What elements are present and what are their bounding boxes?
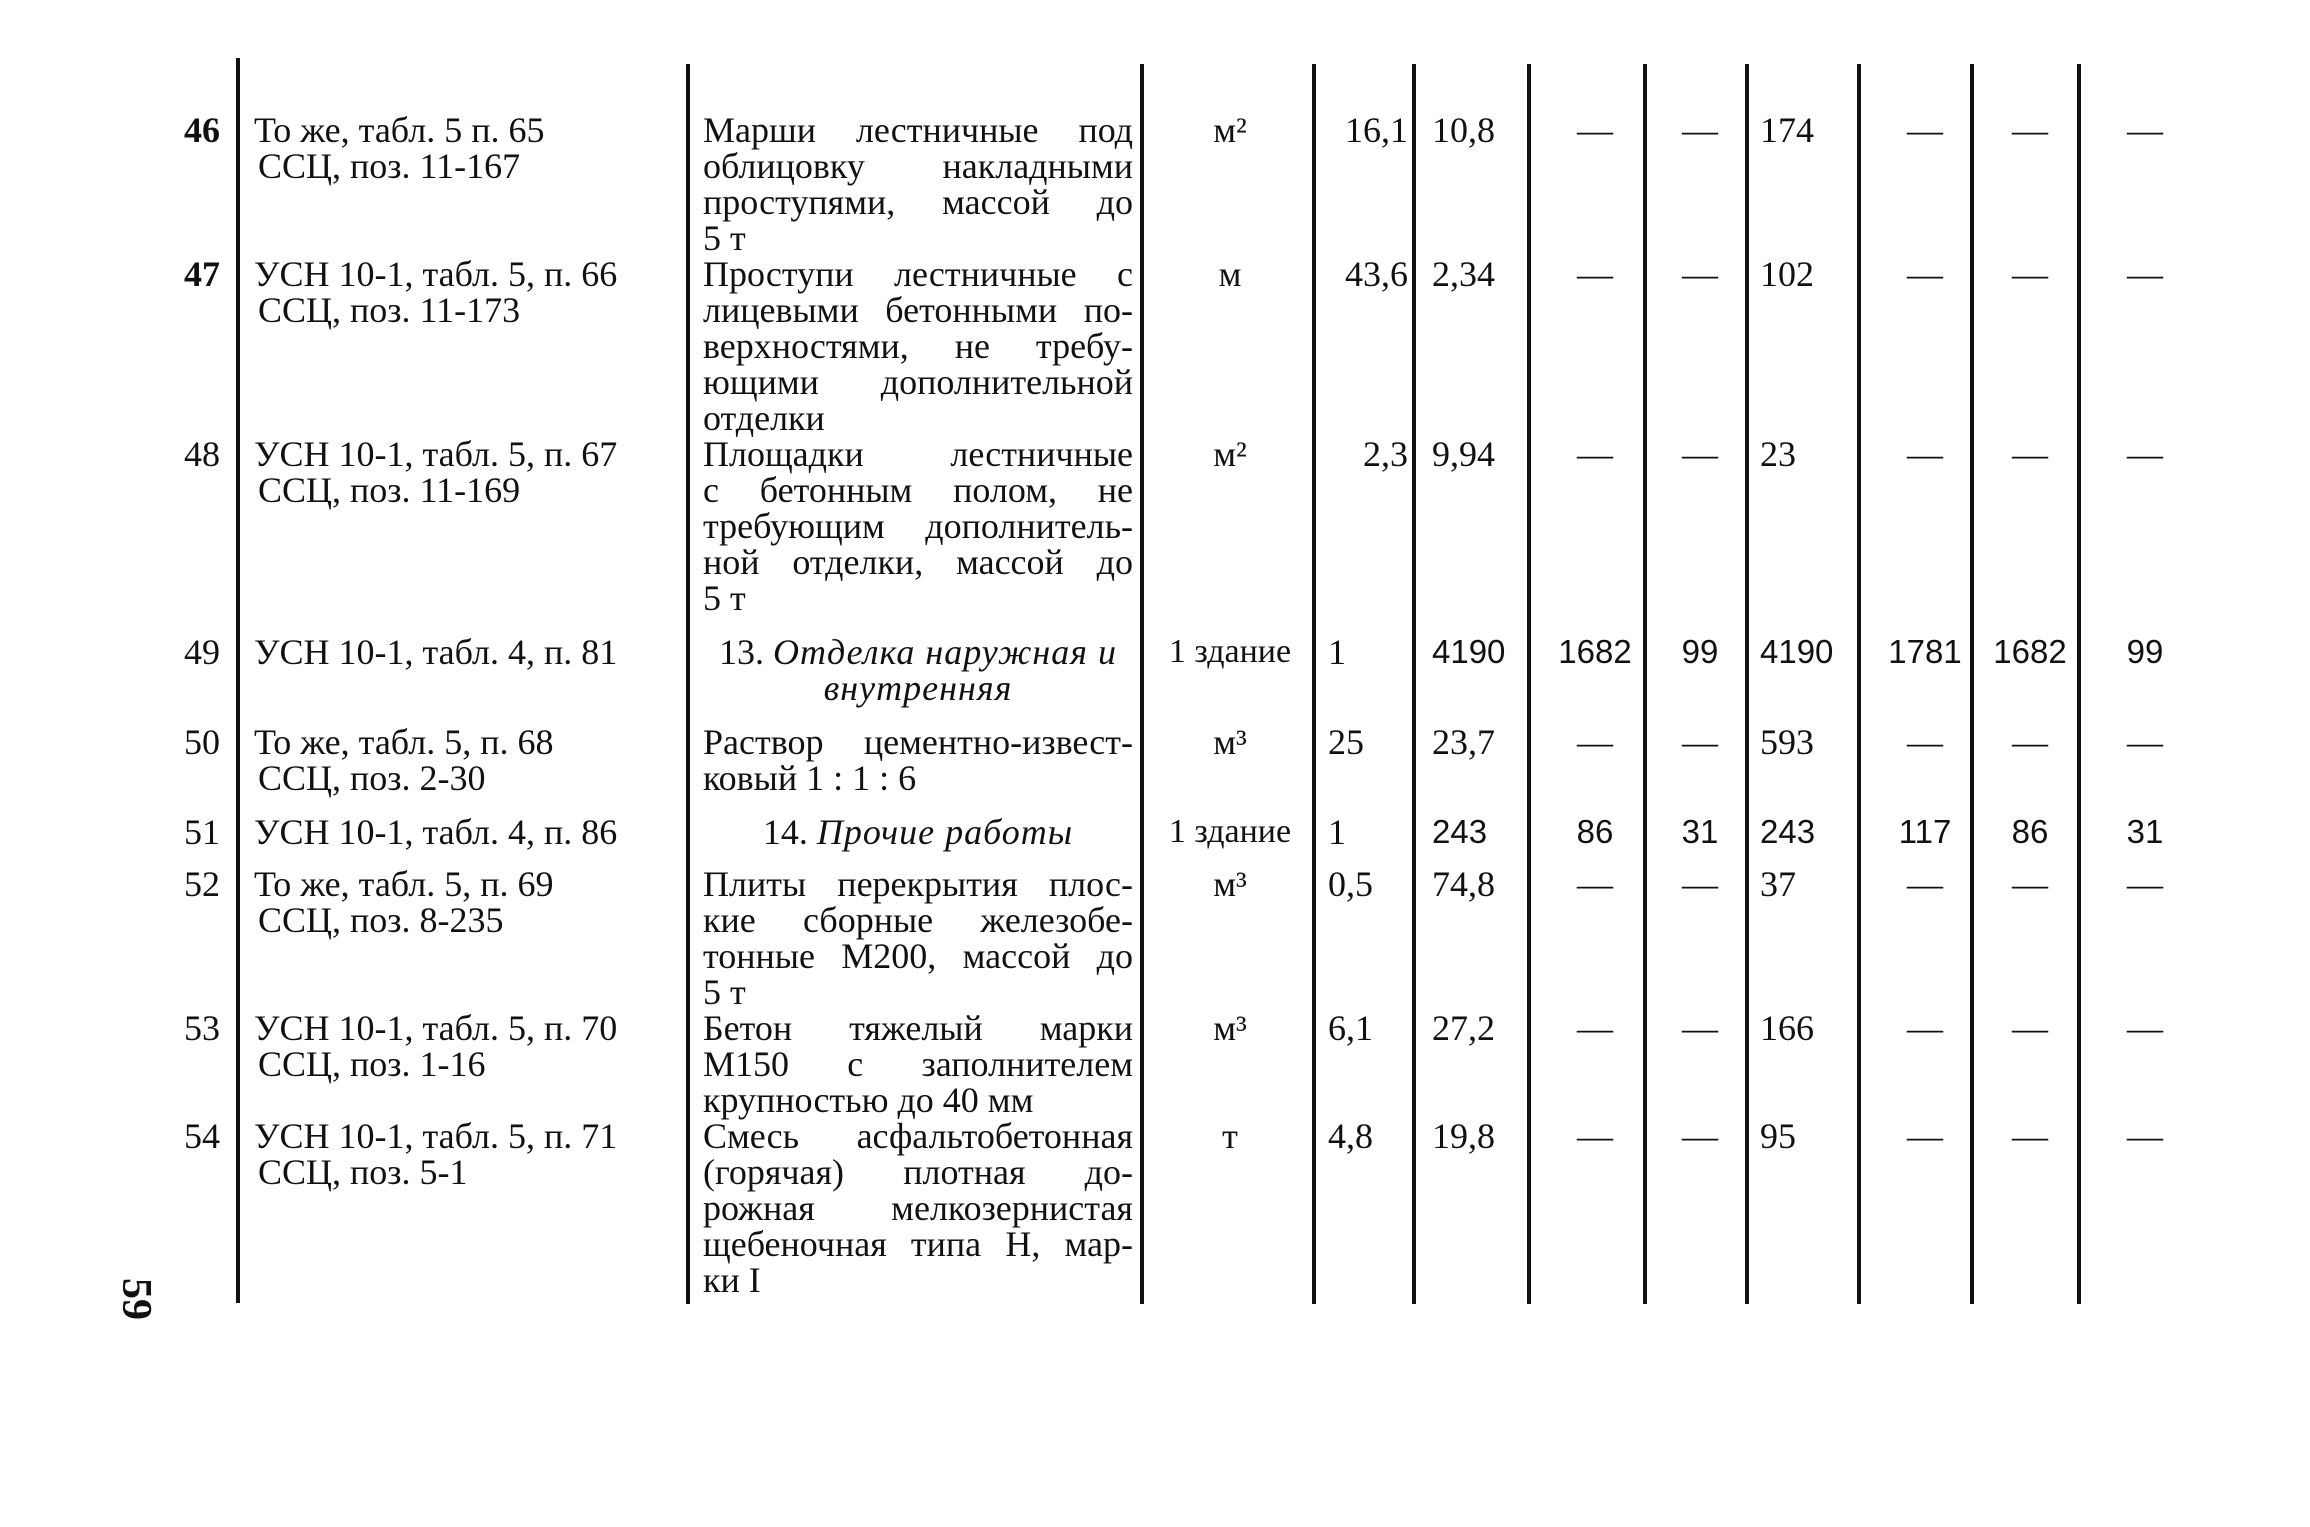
value-cell: —	[1577, 1008, 1613, 1048]
value-cell: —	[1682, 1008, 1718, 1048]
value-cell: 99	[2126, 633, 2164, 670]
price-cell: 74,8	[1432, 864, 1495, 904]
reference-cell	[254, 436, 684, 508]
reference-cell	[254, 112, 684, 184]
value-cell: —	[2127, 434, 2163, 474]
reference-line: ССЦ, поз. 2-30	[258, 758, 486, 798]
price-cell: 4190	[1432, 633, 1506, 670]
column-rule	[236, 58, 240, 1303]
value-cell: 86	[1576, 813, 1614, 850]
value-cell: —	[2012, 1008, 2048, 1048]
description-line: 5 т	[703, 218, 746, 258]
value-cell: 174	[1760, 110, 1814, 150]
value-cell: —	[1907, 722, 1943, 762]
row-number: 54	[184, 1116, 220, 1156]
value-cell: —	[2127, 722, 2163, 762]
value-cell: 37	[1760, 864, 1796, 904]
price-cell: 19,8	[1432, 1116, 1495, 1156]
price-cell: 23,7	[1432, 722, 1495, 762]
description-line: с бетонным полом, не	[703, 470, 1133, 510]
value-cell: —	[1907, 110, 1943, 150]
value-cell: —	[1577, 254, 1613, 294]
reference-line: УСН 10-1, табл. 5, п. 67	[254, 434, 618, 474]
value-cell: —	[1907, 434, 1943, 474]
value-cell: —	[1682, 1116, 1718, 1156]
value-cell: —	[2012, 864, 2048, 904]
value-cell: —	[1682, 110, 1718, 150]
value-cell: —	[1682, 254, 1718, 294]
column-rule	[1412, 64, 1416, 1304]
description-line: Площадки лестничные	[703, 434, 1133, 474]
description-line: ющими дополнительной	[703, 362, 1133, 402]
reference-line: УСН 10-1, табл. 4, п. 86	[254, 812, 618, 852]
section-title: Отделка наружная и	[773, 632, 1117, 672]
section-title: внутренняя	[823, 668, 1013, 708]
price-cell: 243	[1432, 813, 1488, 850]
reference-cell	[254, 634, 684, 670]
reference-line: То же, табл. 5 п. 65	[254, 110, 545, 150]
value-cell: 117	[1898, 813, 1952, 850]
reference-line: ССЦ, поз. 1-16	[258, 1044, 486, 1084]
row-number: 53	[184, 1008, 220, 1048]
price-cell: 2,34	[1432, 254, 1495, 294]
value-cell: —	[2012, 434, 2048, 474]
column-rule	[1312, 64, 1316, 1304]
description-line: кие сборные железобе-	[703, 900, 1133, 940]
value-cell: 102	[1760, 254, 1814, 294]
description-line: Бетон тяжелый марки	[703, 1008, 1133, 1048]
description-line: отделки	[703, 398, 825, 438]
price-cell: 9,94	[1432, 434, 1495, 474]
value-cell: 86	[2011, 813, 2049, 850]
unit-cell: м²	[1213, 110, 1247, 150]
quantity-cell: 2,3	[1363, 434, 1408, 474]
row-number: 46	[184, 110, 220, 150]
reference-line: УСН 10-1, табл. 4, п. 81	[254, 632, 618, 672]
value-cell: —	[1577, 434, 1613, 474]
row-number: 50	[184, 722, 220, 762]
reference-cell	[254, 724, 684, 796]
value-cell: —	[1907, 864, 1943, 904]
description-cell	[703, 866, 1133, 1010]
value-cell: 31	[1681, 813, 1719, 850]
description-line: Марши лестничные под	[703, 110, 1133, 150]
value-cell: 95	[1760, 1116, 1796, 1156]
value-cell: 31	[2126, 813, 2164, 850]
description-line: ки I	[703, 1260, 761, 1300]
value-cell: 4190	[1760, 633, 1834, 670]
unit-cell: 1 здание	[1168, 633, 1292, 670]
value-cell: 166	[1760, 1008, 1814, 1048]
value-cell: —	[2127, 1008, 2163, 1048]
description-line: проступями, массой до	[703, 182, 1133, 222]
description-line: Проступи лестничные с	[703, 254, 1133, 294]
reference-cell	[254, 1118, 684, 1190]
reference-line: УСН 10-1, табл. 5, п. 70	[254, 1008, 618, 1048]
description-line: щебеночная типа Н, мар-	[703, 1224, 1133, 1264]
column-rule	[686, 64, 690, 1304]
value-cell: —	[1907, 1116, 1943, 1156]
quantity-cell: 4,8	[1328, 1116, 1373, 1156]
reference-line: УСН 10-1, табл. 5, п. 71	[254, 1116, 618, 1156]
page-number: 59	[113, 1278, 159, 1320]
value-cell: —	[1907, 254, 1943, 294]
reference-cell	[254, 814, 684, 850]
column-rule	[1140, 64, 1144, 1304]
value-cell: —	[1907, 1008, 1943, 1048]
reference-cell	[254, 256, 684, 328]
row-number: 49	[184, 632, 220, 672]
value-cell: —	[2012, 722, 2048, 762]
description-line: ковый 1 : 1 : 6	[703, 758, 917, 798]
value-cell: —	[1682, 722, 1718, 762]
description-cell	[703, 724, 1133, 796]
price-cell: 27,2	[1432, 1008, 1495, 1048]
quantity-cell: 25	[1328, 722, 1364, 762]
unit-cell: 1 здание	[1168, 813, 1292, 850]
reference-line: УСН 10-1, табл. 5, п. 66	[254, 254, 618, 294]
value-cell: 1682	[1993, 633, 2067, 670]
value-cell: —	[1577, 722, 1613, 762]
description-line: крупностью до 40 мм	[703, 1080, 1034, 1120]
row-number: 48	[184, 434, 220, 474]
value-cell: —	[2012, 1116, 2048, 1156]
quantity-cell: 1	[1328, 632, 1346, 672]
row-number: 51	[184, 812, 220, 852]
value-cell: —	[2012, 110, 2048, 150]
description-line: Плиты перекрытия плос-	[703, 864, 1133, 904]
value-cell: —	[1577, 864, 1613, 904]
reference-line: ССЦ, поз. 8-235	[258, 900, 504, 940]
column-rule	[1745, 64, 1749, 1304]
reference-line: ССЦ, поз. 11-173	[258, 290, 521, 330]
row-number: 47	[184, 254, 220, 294]
unit-cell: т	[1222, 1116, 1238, 1156]
unit-cell: м²	[1213, 434, 1247, 474]
description-line: тонные М200, массой до	[703, 936, 1133, 976]
unit-cell: м³	[1213, 722, 1247, 762]
value-cell: —	[2127, 1116, 2163, 1156]
quantity-cell: 1	[1328, 812, 1346, 852]
description-cell	[703, 1010, 1133, 1118]
description-cell	[703, 1118, 1133, 1298]
value-cell: —	[2127, 864, 2163, 904]
reference-cell	[254, 1010, 684, 1082]
section-heading-cell	[703, 634, 1133, 706]
quantity-cell: 43,6	[1345, 254, 1408, 294]
description-line: ной отделки, массой до	[703, 542, 1133, 582]
row-number: 52	[184, 864, 220, 904]
value-cell: 593	[1760, 722, 1814, 762]
description-line: рожная мелкозернистая	[703, 1188, 1133, 1228]
value-cell: —	[2127, 110, 2163, 150]
unit-cell: м	[1218, 254, 1242, 294]
reference-line: То же, табл. 5, п. 68	[254, 722, 554, 762]
description-line: 5 т	[703, 972, 746, 1012]
column-rule	[1527, 64, 1531, 1304]
description-line: требующим дополнитель-	[703, 506, 1133, 546]
value-cell: —	[1682, 434, 1718, 474]
quantity-cell: 16,1	[1345, 110, 1408, 150]
reference-line: ССЦ, поз. 5-1	[258, 1152, 468, 1192]
section-number: 14.	[762, 812, 808, 852]
value-cell: 99	[1681, 633, 1719, 670]
value-cell: —	[2127, 254, 2163, 294]
unit-cell: м³	[1213, 864, 1247, 904]
section-title: Прочие работы	[816, 812, 1074, 852]
section-number: 13.	[719, 632, 765, 672]
value-cell: —	[1577, 1116, 1613, 1156]
reference-line: То же, табл. 5, п. 69	[254, 864, 554, 904]
description-line: Смесь асфальтобетонная	[703, 1116, 1133, 1156]
description-line: 5 т	[703, 578, 746, 618]
description-cell	[703, 436, 1133, 616]
price-cell: 10,8	[1432, 110, 1495, 150]
value-cell: —	[2012, 254, 2048, 294]
reference-cell	[254, 866, 684, 938]
description-line: (горячая) плотная до-	[703, 1152, 1133, 1192]
unit-cell: м³	[1213, 1008, 1247, 1048]
reference-line: ССЦ, поз. 11-167	[258, 146, 521, 186]
value-cell: 23	[1760, 434, 1796, 474]
description-line: облицовку накладными	[703, 146, 1133, 186]
quantity-cell: 0,5	[1328, 864, 1373, 904]
value-cell: 243	[1760, 813, 1816, 850]
value-cell: —	[1577, 110, 1613, 150]
value-cell: 1682	[1558, 633, 1632, 670]
description-line: Раствор цементно-извест-	[703, 722, 1133, 762]
reference-line: ССЦ, поз. 11-169	[258, 470, 521, 510]
description-line: М150 с заполнителем	[703, 1044, 1133, 1084]
description-cell	[703, 256, 1133, 436]
value-cell: 1781	[1888, 633, 1962, 670]
section-heading-cell	[703, 814, 1133, 850]
quantity-cell: 6,1	[1328, 1008, 1373, 1048]
description-line: верхностями, не требу-	[703, 326, 1133, 366]
description-line: лицевыми бетонными по-	[703, 290, 1133, 330]
value-cell: —	[1682, 864, 1718, 904]
description-cell	[703, 112, 1133, 256]
